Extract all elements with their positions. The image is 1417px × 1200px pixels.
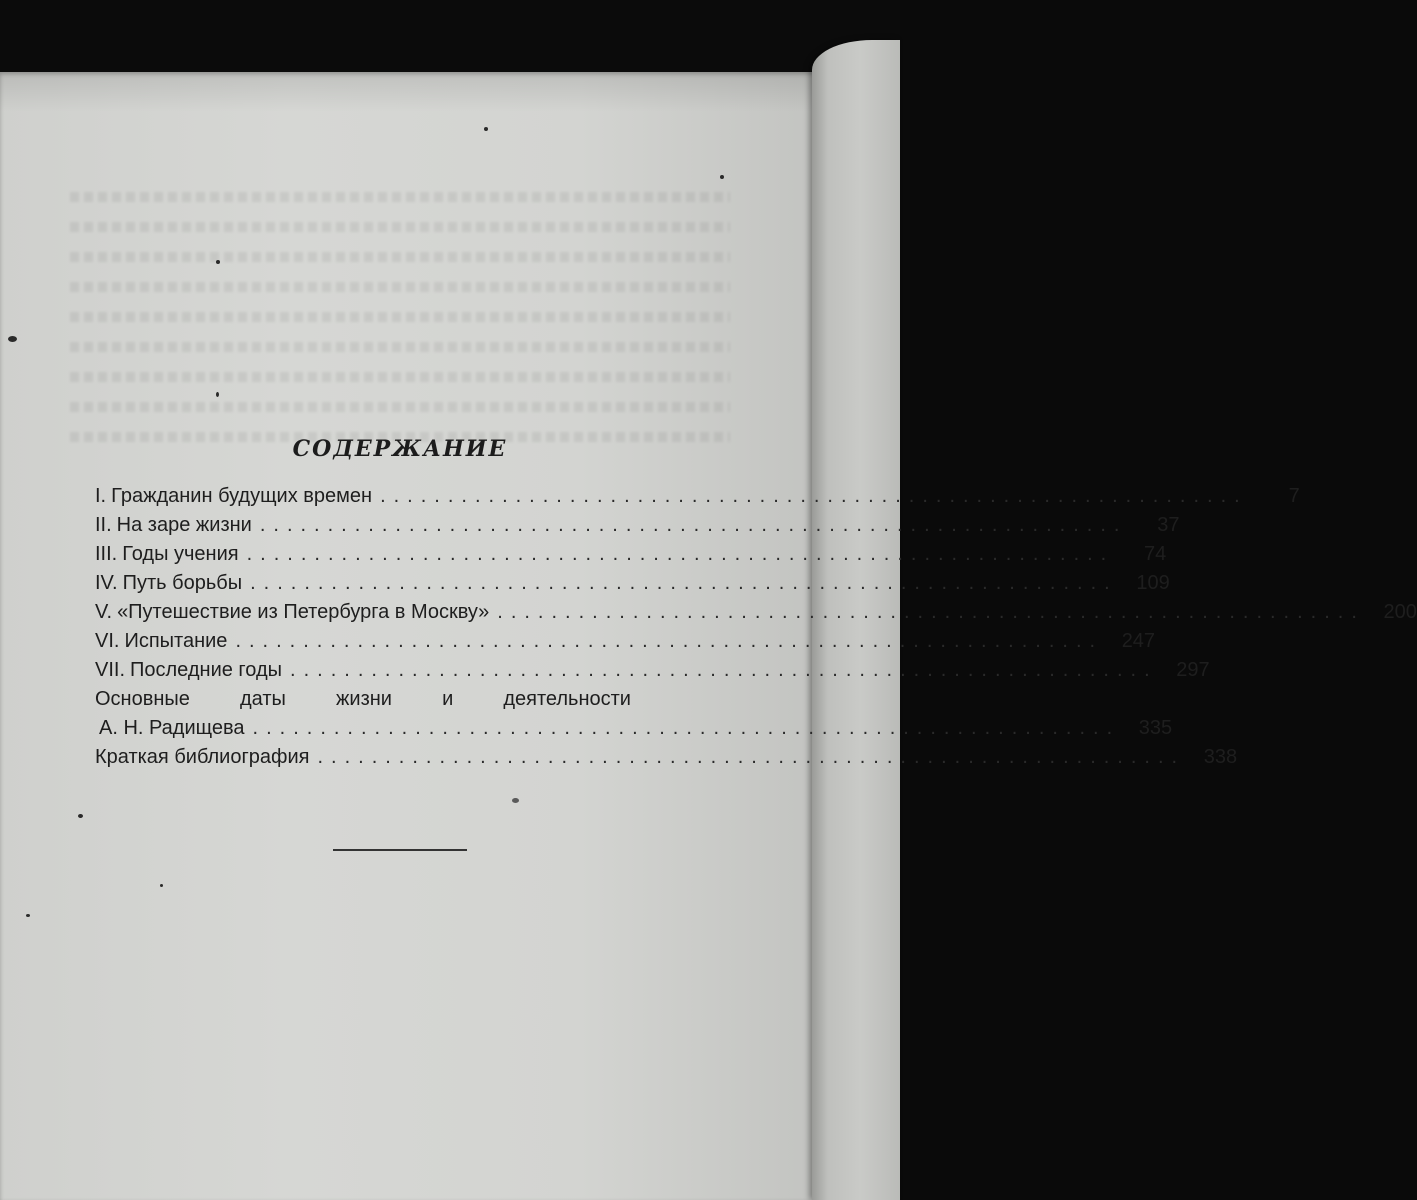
page-number: 200 [1383, 601, 1417, 623]
appendix-word: жизни [336, 688, 392, 710]
closing-rule [333, 849, 467, 851]
chapter-title: Последние годы [130, 659, 283, 681]
chapter-title: Путь борьбы [122, 572, 243, 594]
toc-entry [95, 714, 1173, 743]
chapter-title: «Путешествие из Петербурга в Москву» [117, 601, 490, 623]
page-number: 37 [1157, 514, 1180, 536]
appendix-word: и [442, 688, 454, 710]
dot-leader: ................................................................ [259, 514, 1128, 536]
page-number: 297 [1176, 659, 1210, 681]
appendix-title-line [95, 685, 707, 714]
chapter-title: Годы учения [122, 543, 239, 565]
dot-leader: ................................................................ [380, 485, 1248, 507]
toc-entry [95, 743, 1238, 772]
page-number: 7 [1288, 485, 1300, 507]
paper-speck [160, 884, 163, 887]
paper-speck [484, 127, 488, 131]
chapter-number: I. [95, 485, 107, 507]
chapter-number: VI. [95, 630, 120, 652]
page-number: 74 [1143, 543, 1167, 565]
toc-entry [95, 627, 1156, 656]
dot-leader: ................................................................ [250, 572, 1118, 594]
bibliography-title: Краткая библиография [95, 746, 310, 768]
dot-leader: ................................................................ [252, 717, 1121, 739]
dot-leader: ................................................................ [235, 630, 1104, 652]
page-number: 335 [1138, 717, 1173, 739]
chapter-number: V. [95, 601, 113, 623]
dot-leader: ................................................................ [317, 746, 1186, 768]
toc-entry [95, 569, 1170, 598]
paper-speck [512, 798, 519, 803]
toc-entry [95, 511, 1180, 540]
paper-speck [720, 175, 724, 179]
chapter-title: Гражданин будущих времен [111, 485, 373, 507]
toc-entry [95, 656, 1210, 685]
chapter-number: IV. [95, 572, 118, 594]
toc-entry [95, 482, 1300, 511]
table-of-contents [95, 482, 1417, 772]
paper-speck [216, 392, 219, 397]
dot-leader: ................................................................ [246, 543, 1115, 565]
appendix-word: деятельности [503, 688, 631, 710]
chapter-number: II. [95, 514, 112, 536]
chapter-number: III. [95, 543, 118, 565]
paper-speck [78, 814, 83, 818]
dot-leader: ................................................................ [290, 659, 1158, 681]
chapter-number: VII. [95, 659, 126, 681]
dot-leader: ................................................................ [497, 601, 1365, 623]
appendix-word: Основные [95, 688, 190, 710]
paper-speck [216, 260, 220, 264]
page-number: 109 [1136, 572, 1170, 594]
toc-entry [95, 598, 1417, 627]
paper-speck [26, 914, 30, 917]
toc-entry [95, 540, 1167, 569]
chapter-title: Испытание [124, 630, 228, 652]
appendix-subtitle: А. Н. Радищева [99, 717, 245, 739]
chapter-title: На заре жизни [116, 514, 252, 536]
page-number: 247 [1121, 630, 1156, 652]
appendix-word: даты [240, 688, 286, 710]
paper-speck [8, 336, 17, 342]
page-number: 338 [1203, 746, 1238, 768]
contents-heading: СОДЕРЖАНИЕ [292, 436, 508, 462]
